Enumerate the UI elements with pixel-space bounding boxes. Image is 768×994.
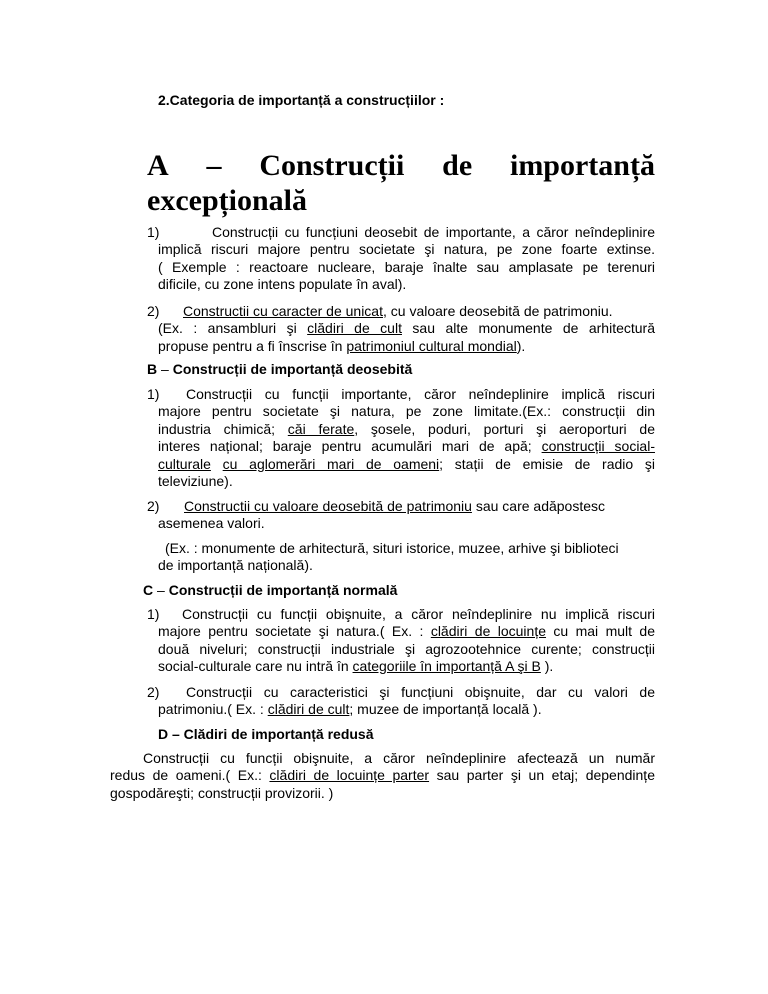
category-a-title: [147, 150, 655, 217]
category-title: Construcții de importanță deosebită: [172, 361, 413, 377]
item-number: 1): [147, 386, 160, 402]
text-run: , şosele, poduri, porturi şi aeroporturi de: [354, 420, 655, 437]
paragraph-line: două niveluri; construcții industriale şi agrozootehnice curente; construcții: [158, 640, 655, 657]
paragraph-line: dificile, cu zone intens populate în aval).: [158, 276, 407, 293]
link-text[interactable]: patrimoniul cultural mondial: [346, 337, 517, 354]
paragraph-line: Construcții cu funcții obişnuite, a căror neîndeplinire afectează un număr: [143, 750, 655, 766]
link-text[interactable]: clădiri de locuințe: [430, 623, 547, 640]
text-run: sau care adăpostesc: [471, 498, 606, 514]
section-title: 2.Categoria de importanță a construcțiilor :: [158, 92, 445, 108]
link-text[interactable]: clădiri de cult: [267, 701, 350, 718]
link-text[interactable]: cu aglomerări mari de oameni: [222, 455, 440, 472]
text-run: cu mai mult de: [546, 623, 655, 640]
link-text[interactable]: categoriile în importanță A şi B: [352, 658, 541, 675]
paragraph-line: majore pentru societate şi natura, pe zone limitate.(Ex.: construcții din: [158, 403, 655, 420]
text-run: (Ex. : ansambluri şi: [158, 320, 308, 337]
item-number: 1): [147, 224, 160, 240]
link-text[interactable]: Constructii cu caracter de unicat: [183, 303, 383, 319]
category-a-item-1: [147, 224, 655, 294]
paragraph-line: [158, 421, 655, 438]
category-b-item-1: [147, 386, 655, 490]
paragraph-line: (Ex. : monumente de arhitectură, situri istorice, muzee, arhive şi biblioteci: [165, 540, 619, 556]
text-run: propuse pentru a fi înscrise în: [158, 337, 347, 354]
paragraph-line: [183, 303, 655, 320]
category-a-title-word: importanță: [509, 149, 655, 182]
link-text[interactable]: căi ferate: [287, 420, 355, 437]
category-b-heading: [147, 361, 412, 378]
paragraph-line: [158, 320, 655, 337]
paragraph-line: [158, 456, 655, 473]
paragraph-line: asemenea valori.: [158, 515, 265, 532]
paragraph-line: Construcții cu funcții importante, căror neîndeplinire implică riscuri: [186, 386, 655, 402]
category-b-note: [158, 540, 655, 575]
text-run: sau alte monumente de arhitectură: [401, 320, 656, 337]
category-d-paragraph: [110, 750, 655, 802]
category-c-item-1: [147, 606, 655, 676]
category-a-title-word: A: [147, 149, 169, 182]
text-run: sau parter şi un etaj; dependințe: [429, 767, 655, 784]
category-letter: B: [147, 361, 158, 377]
category-dash: –: [153, 582, 169, 598]
text-run: industria chimică;: [158, 420, 288, 437]
paragraph-line: [184, 498, 655, 515]
text-run: interes național; baraje pentru acumulări mari de apă;: [158, 438, 542, 455]
item-number: 2): [147, 498, 160, 514]
category-a-title-word: –: [206, 149, 222, 182]
paragraph-line: [158, 438, 655, 455]
item-number: 1): [147, 606, 160, 622]
text-run: social-culturale care nu intră în: [158, 658, 353, 675]
category-title: Construcții de importanță normală: [168, 582, 398, 598]
text-run: , cu valoare deosebită de patrimoniu.: [382, 303, 613, 319]
category-letter: C: [143, 582, 154, 598]
paragraph-line: [158, 623, 655, 640]
paragraph-line: Construcții cu funcțiuni deosebit de importante, a căror neîndeplinire: [212, 224, 655, 240]
paragraph-line: gospodăreşti; construcții provizorii. ): [110, 784, 334, 801]
item-number: 2): [147, 684, 160, 700]
category-c-heading: [143, 582, 397, 599]
category-dash: –: [157, 361, 173, 377]
category-d-heading: D – Clădiri de importanță redusă: [158, 726, 374, 742]
text-run: ; stații de emisie de radio şi: [439, 455, 656, 472]
text-run: ).: [516, 337, 526, 354]
link-text[interactable]: culturale: [158, 455, 211, 472]
category-a-item-2: [147, 303, 655, 355]
link-text[interactable]: clădiri de cult: [307, 320, 402, 337]
paragraph-line: [158, 701, 655, 718]
text-run: majore pentru societate şi natura.( Ex. :: [158, 623, 431, 640]
text-run: [211, 456, 223, 472]
category-a-title-word: Construcții: [259, 149, 405, 182]
text-run: redus de oameni.( Ex.:: [110, 767, 270, 784]
text-run: patrimoniu.( Ex. :: [158, 701, 268, 718]
paragraph-line: televiziune).: [158, 473, 233, 490]
paragraph-line: implică riscuri majore pentru societate şi natura, pe zone foarte extinse.: [158, 241, 655, 258]
link-text[interactable]: construcții social-: [541, 438, 655, 455]
category-c-item-2: [147, 684, 655, 719]
paragraph-line: de importanță națională).: [158, 557, 313, 574]
link-text[interactable]: clădiri de locuințe parter: [269, 767, 430, 784]
paragraph-line: Construcții cu caracteristici şi funcțiuni obişnuite, dar cu valori de: [186, 684, 655, 700]
item-number: 2): [147, 303, 160, 319]
category-a-title-line2: excepțională: [147, 184, 307, 217]
text-run: ).: [540, 658, 554, 675]
category-b-item-2: [147, 498, 655, 533]
paragraph-line: [110, 767, 655, 784]
link-text[interactable]: Constructii cu valoare deosebită de patrimoniu: [184, 498, 472, 514]
text-run: ; muzee de importanță locală ).: [349, 701, 542, 718]
paragraph-line: [158, 658, 655, 675]
paragraph-line: ( Exemple : reactoare nucleare, baraje înalte sau amplasate pe terenuri: [158, 258, 655, 275]
paragraph-line: [158, 338, 655, 355]
paragraph-line: Construcții cu funcții obişnuite, a căror neîndeplinire nu implică riscuri: [182, 606, 655, 622]
category-a-title-word: de: [442, 149, 473, 182]
